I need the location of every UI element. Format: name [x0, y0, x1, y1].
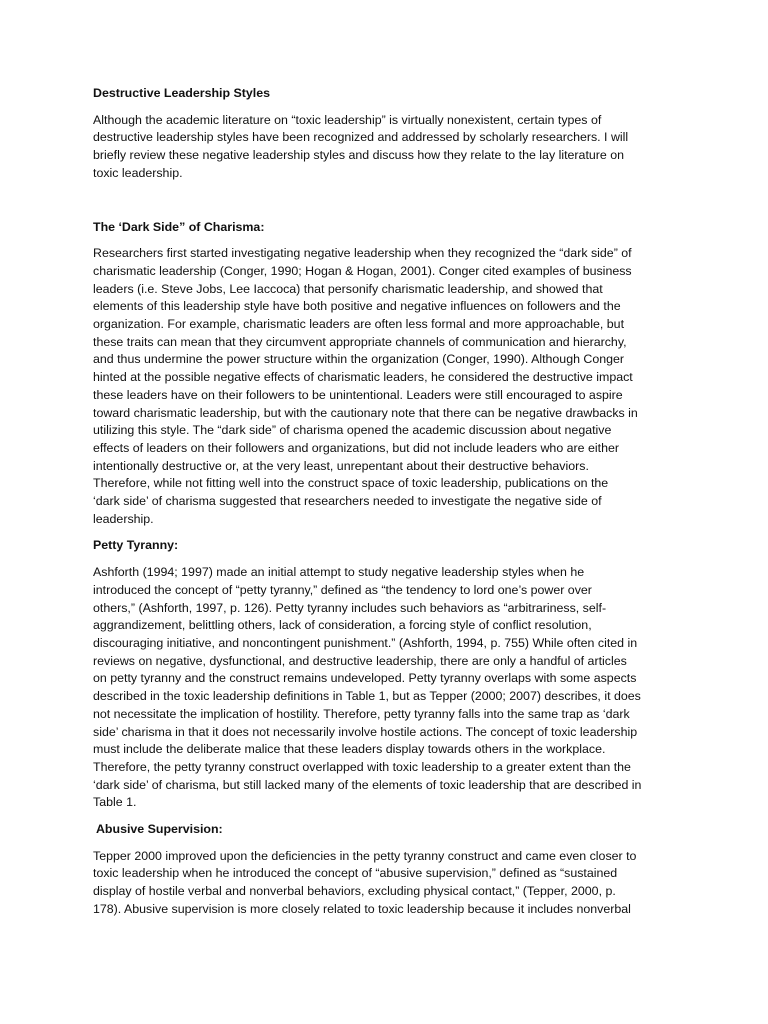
section-body-petty-tyranny: Ashforth (1994; 1997) made an initial attempt to study negative leadership styles when he introduced the concept of “petty tyranny,” defined as “the tendency to lord one’s power over others,” (Ashforth, 1997, p. 126). Petty tyranny includes such behaviors as “arbitrariness, self- aggrandizement, belittling others, lack of consideration, a forcing style of conflict resolution, discouraging initiative, and noncontingent punishment.” (Ashforth, 1994, p. 755) While often cited in reviews on negative, dysfunctional, and destructive leadership, there are only a handful of articles on petty tyranny and the construct remains undeveloped. Petty tyranny overlaps with some aspects described in the toxic leadership definitions in Table 1, but as Tepper (2000; 2007) describes, it does not necessitate the implication of hostility. Therefore, petty tyranny falls into the same trap as ‘dark side’ charisma in that it does not necessarily involve hostile actions. The concept of toxic leadership must include the deliberate malice that these leaders display towards others in the workplace. Therefore, the petty tyranny construct overlapped with toxic leadership to a greater extent than the ‘dark side’ of charisma, but still lacked many of the elements of toxic leadership that are described in Table 1.: [93, 565, 642, 810]
section-body-abusive-supervision: Tepper 2000 improved upon the deficiencies in the petty tyranny construct and came even closer to toxic leadership when he introduced the concept of “abusive supervision,” defined as “sustained display of hostile verbal and nonverbal behaviors, excluding physical contact,” (Tepper, 2000, p. 178). Abusive supervision is more closely related to toxic leadership because it includes nonverbal: [93, 848, 637, 916]
section-body-dark-side: Researchers first started investigating negative leadership when they recognized the “dark side” of charismatic leadership (Conger, 1990; Hogan & Hogan, 2001). Conger cited examples of business leaders (i.e. Steve Jobs, Lee Iaccoca) that personify charismatic leadership, and showed that elements of this leadership style have both positive and negative influences on followers and the organization. For example, charismatic leaders are often less formal and more approachable, but these traits can mean that they circumvent appropriate channels of communication and hierarchy, and thus undermine the power structure within the organization (Conger, 1990). Although Conger hinted at the possible negative effects of charismatic leaders, he considered the destructive impact these leaders have on their followers to be unintentional. Leaders were still encouraged to aspire toward charismatic leadership, but with the cautionary note that there can be negative drawbacks in utilizing this style. The “dark side” of charisma opened the academic discussion about negative effects of leaders on their followers and organizations, but did not include leaders who are either intentionally destructive or, at the very least, unrepentant about their destructive behaviors. Therefore, while not fitting well into the construct space of toxic leadership, publications on the ‘dark side’ of charisma suggested that researchers needed to investigate the negative side of leadership.: [93, 246, 638, 526]
section-heading-abusive-supervision: Abusive Supervision:: [93, 822, 223, 837]
document-title: Destructive Leadership Styles: [93, 86, 270, 100]
section-heading-dark-side: The ‘Dark Side” of Charisma:: [93, 219, 265, 234]
document-page: [93, 85, 681, 928]
section-heading-petty-tyranny: Petty Tyranny:: [93, 538, 179, 553]
intro-paragraph: Although the academic literature on “toxic leadership” is virtually nonexistent, certain types of destructive leadership styles have been recognized and addressed by scholarly researchers. I will briefly review these negative leadership styles and discuss how they relate to the lay literature on toxic leadership.: [93, 112, 629, 180]
spacer: [93, 192, 681, 219]
